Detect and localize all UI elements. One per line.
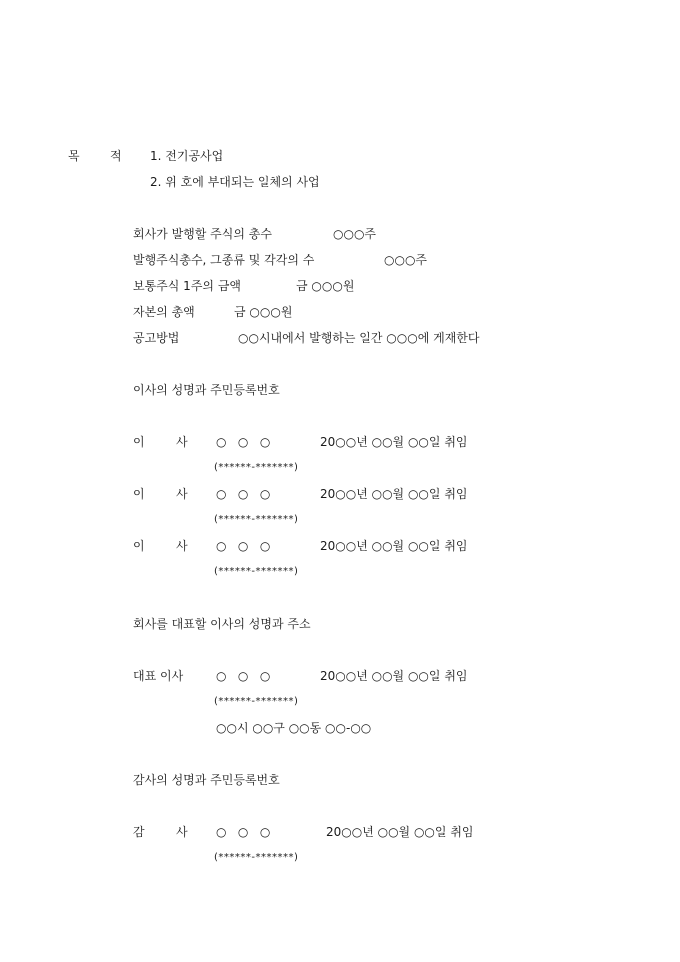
representative-address: ○○시 ○○구 ○○동 ○○-○○ <box>216 721 372 735</box>
purpose-label-first-char: 목 <box>68 149 80 163</box>
issued-shares-value: ○○○주 <box>384 253 428 267</box>
representative-appointment-date: 20○○년 ○○월 ○○일 취임 <box>320 669 468 683</box>
purpose-item-1: 1. 전기공사업 <box>150 149 224 163</box>
director-name: ○ ○ ○ <box>216 539 271 553</box>
director-title-first-char: 이 <box>133 539 145 553</box>
purpose-label-second-char: 적 <box>110 149 122 163</box>
representative-resident-number: (******-*******) <box>214 696 299 707</box>
auditor-name: ○ ○ ○ <box>216 825 271 839</box>
issued-shares-label: 발행주식총수, 그종류 및 각각의 수 <box>133 253 315 267</box>
representative-heading: 회사를 대표할 이사의 성명과 주소 <box>133 617 311 631</box>
director-appointment-date: 20○○년 ○○월 ○○일 취임 <box>320 435 468 449</box>
director-title-first-char: 이 <box>133 487 145 501</box>
director-appointment-date: 20○○년 ○○월 ○○일 취임 <box>320 487 468 501</box>
notice-method-value: ○○시내에서 발행하는 일간 ○○○에 게재한다 <box>238 331 480 345</box>
auditor-title-second-char: 사 <box>176 825 188 839</box>
representative-name: ○ ○ ○ <box>216 669 271 683</box>
director-name: ○ ○ ○ <box>216 435 271 449</box>
total-shares-label: 회사가 발행할 주식의 총수 <box>133 227 272 241</box>
auditor-heading: 감사의 성명과 주민등록번호 <box>133 773 280 787</box>
auditor-appointment-date: 20○○년 ○○월 ○○일 취임 <box>326 825 474 839</box>
director-title-second-char: 사 <box>176 539 188 553</box>
director-name: ○ ○ ○ <box>216 487 271 501</box>
par-value-label: 보통주식 1주의 금액 <box>133 279 242 293</box>
director-appointment-date: 20○○년 ○○월 ○○일 취임 <box>320 539 468 553</box>
total-shares-value: ○○○주 <box>333 227 377 241</box>
notice-method-label: 공고방법 <box>133 331 180 345</box>
par-value-amount: 금 ○○○원 <box>296 279 355 293</box>
director-title-second-char: 사 <box>176 487 188 501</box>
representative-title: 대표 이사 <box>133 669 184 683</box>
directors-heading: 이사의 성명과 주민등록번호 <box>133 383 280 397</box>
director-resident-number: (******-*******) <box>214 514 299 525</box>
purpose-item-2: 2. 위 호에 부대되는 일체의 사업 <box>150 175 320 189</box>
director-title-second-char: 사 <box>176 435 188 449</box>
auditor-resident-number: (******-*******) <box>214 852 299 863</box>
auditor-title-first-char: 감 <box>133 825 145 839</box>
capital-total-value: 금 ○○○원 <box>234 305 293 319</box>
capital-total-label: 자본의 총액 <box>133 305 195 319</box>
director-title-first-char: 이 <box>133 435 145 449</box>
director-resident-number: (******-*******) <box>214 462 299 473</box>
director-resident-number: (******-*******) <box>214 566 299 577</box>
